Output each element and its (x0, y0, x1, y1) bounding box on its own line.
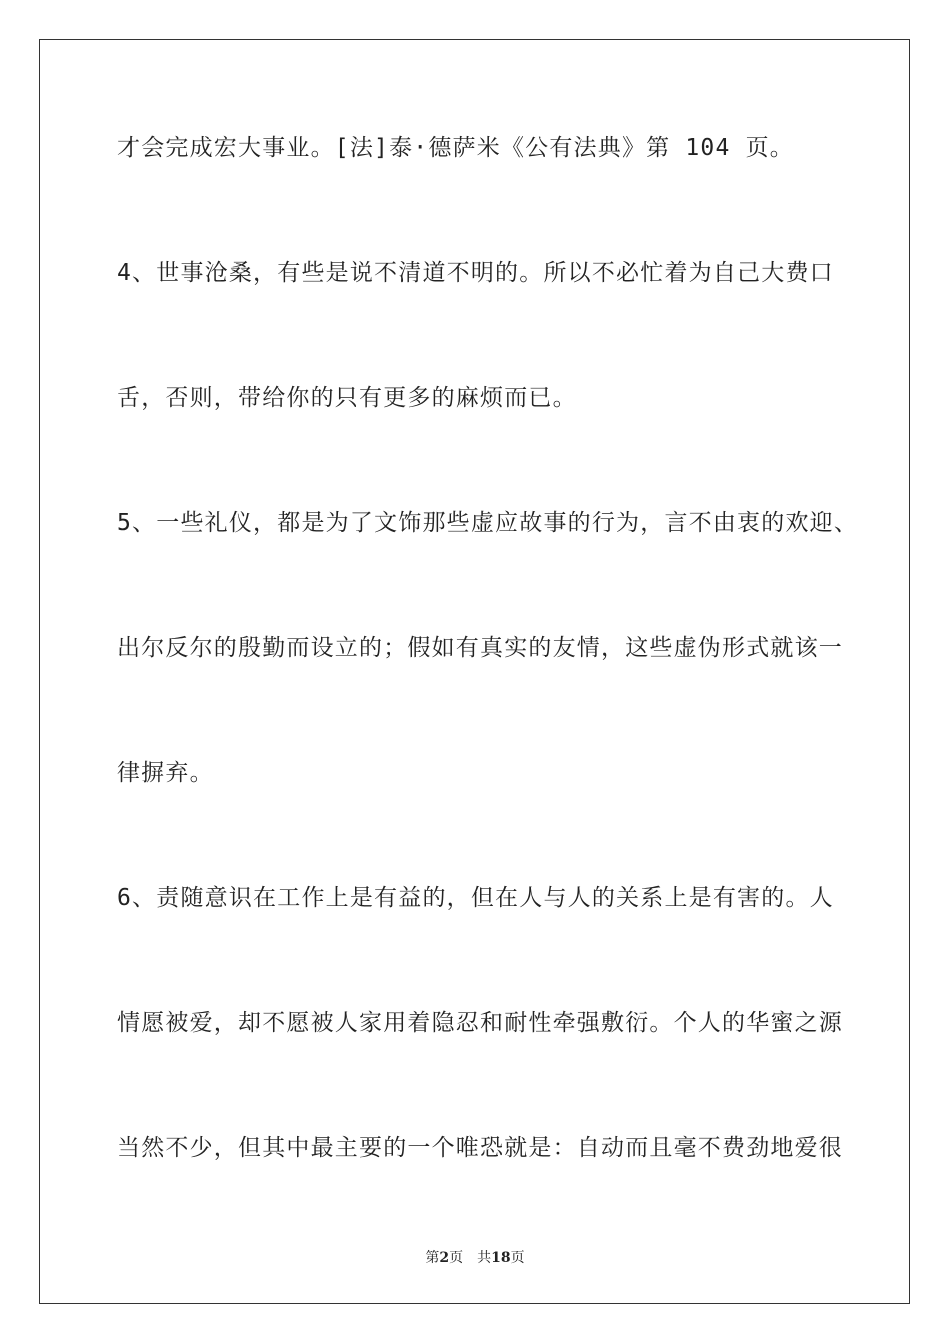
footer-page-total: 18 (491, 1250, 511, 1266)
body-line-1: 才会完成宏大事业。[法]泰·德萨米《公有法典》第 104 页。 (117, 135, 794, 161)
body-line-8: 情愿被爱，却不愿被人家用着隐忍和耐性牵强敷衍。个人的华蜜之源 (117, 1010, 843, 1036)
page-footer (0, 1250, 950, 1266)
body-line-7: 6、责随意识在工作上是有益的，但在人与人的关系上是有害的。人 (117, 885, 834, 911)
footer-total-suffix: 页 (510, 1250, 525, 1266)
footer-page-current: 2 (439, 1250, 450, 1266)
page-frame (39, 39, 910, 1304)
footer-page-prefix: 第 (425, 1250, 440, 1266)
body-line-2: 4、世事沧桑，有些是说不清道不明的。所以不必忙着为自己大费口 (117, 260, 834, 286)
footer-page-suffix: 页 (449, 1250, 464, 1266)
body-line-5: 出尔反尔的殷勤而设立的；假如有真实的友情，这些虚伪形式就该一 (117, 635, 843, 661)
body-line-6: 律摒弃。 (117, 760, 214, 786)
body-line-3: 舌，否则，带给你的只有更多的麻烦而已。 (117, 385, 577, 411)
footer-total-prefix: 共 (477, 1250, 492, 1266)
body-line-9: 当然不少，但其中最主要的一个唯恐就是：自动而且毫不费劲地爱很 (117, 1135, 843, 1161)
body-line-4: 5、一些礼仪，都是为了文饰那些虚应故事的行为，言不由衷的欢迎、 (117, 510, 859, 536)
